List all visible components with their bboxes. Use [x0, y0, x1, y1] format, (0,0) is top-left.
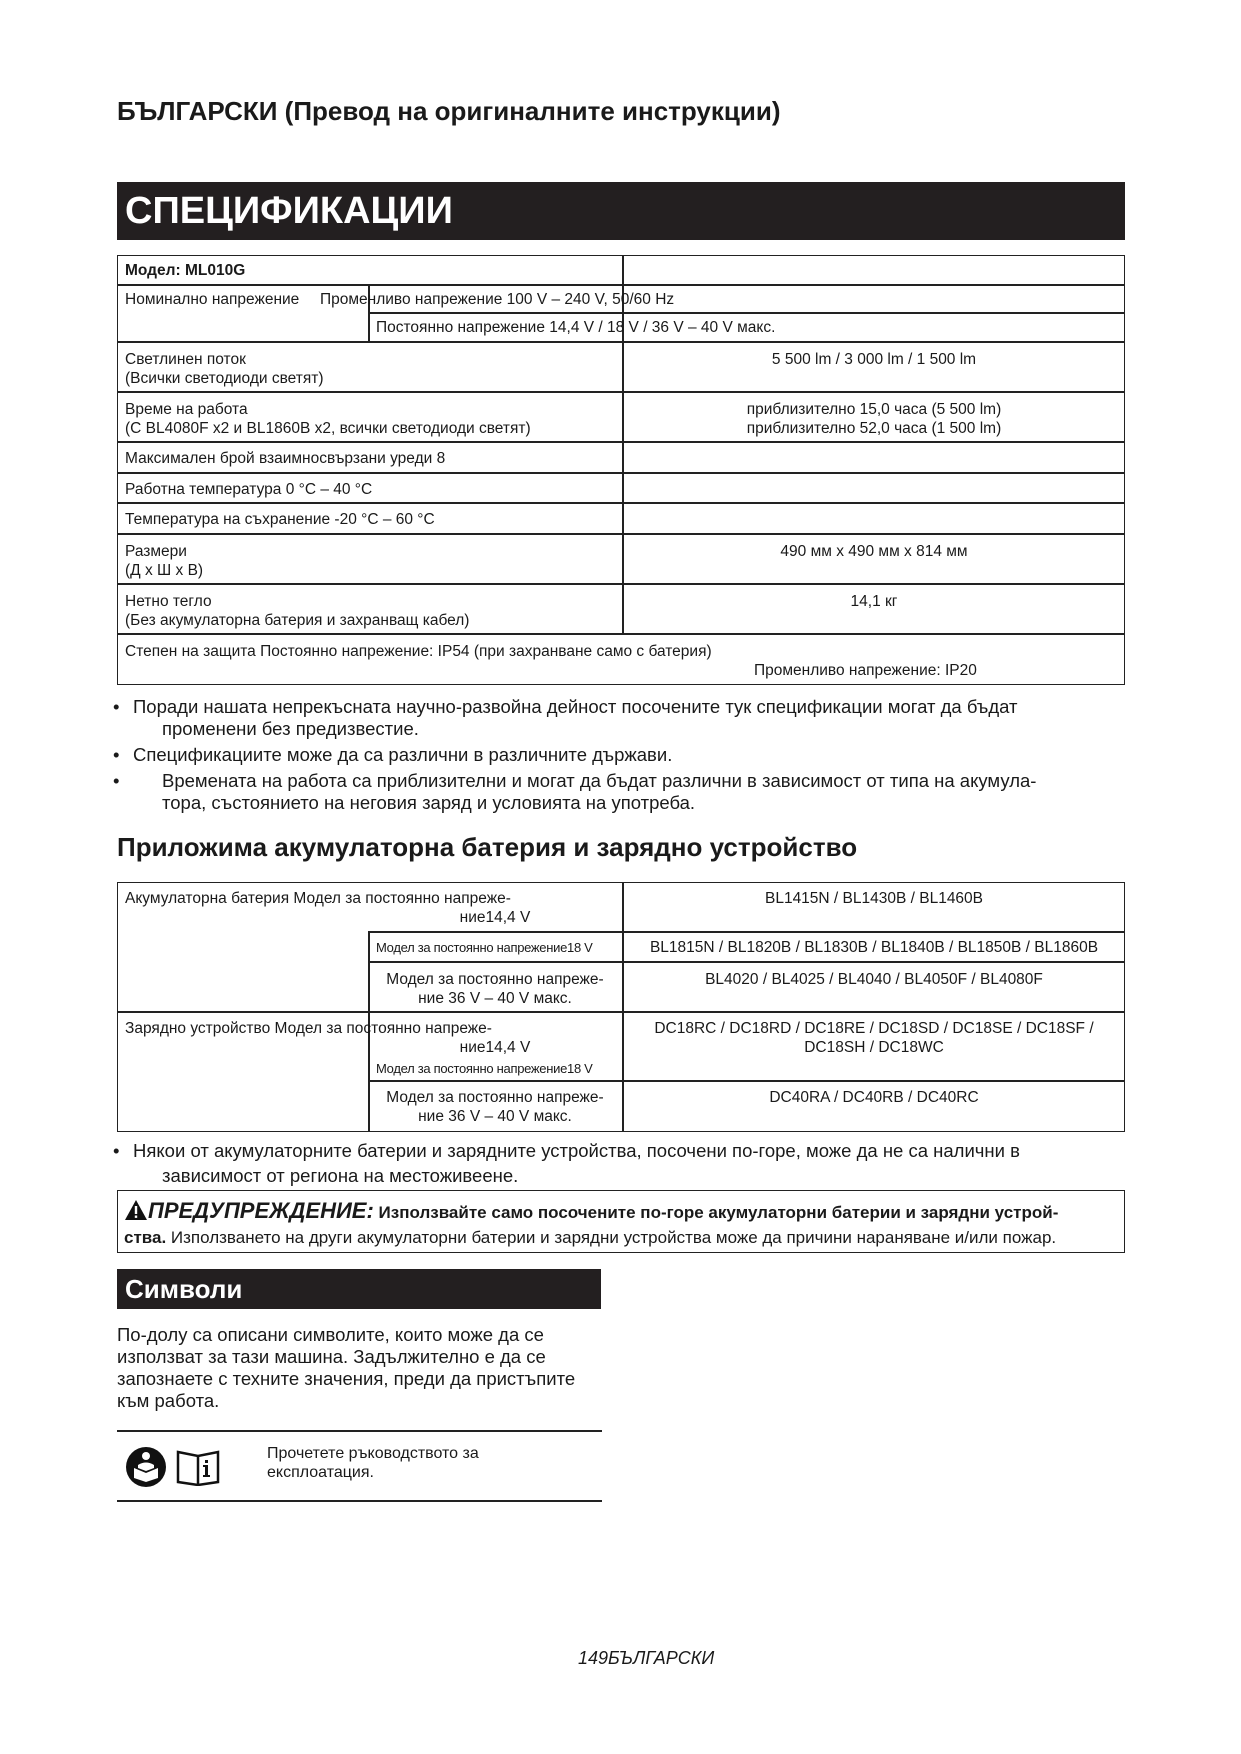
- bullet: •: [113, 1140, 120, 1161]
- runtime-value-2: приблизително 52,0 часа (1 500 lm): [746, 420, 1002, 437]
- note-3: Времената на работа са приблизителни и могат да бъдат различни в зависимост от типа на акумула-: [162, 770, 1037, 791]
- charger-18v-value-cont: DC18SH / DC18WC: [804, 1039, 944, 1056]
- read-manual-text-cont: експлоатация.: [267, 1464, 374, 1481]
- note-3-cont: тора, състоянието на неговия заряд и условията на употреба.: [162, 792, 696, 813]
- dc-voltage-label: Постоянно напрежение 14,4 V / 18 V / 36 V – 40 V макс.: [376, 319, 776, 336]
- symbols-heading: Символи: [117, 1269, 601, 1309]
- weight-sublabel: (Без акумулаторна батерия и захранващ кабел): [125, 612, 470, 629]
- warning-box: [117, 1190, 1125, 1253]
- symbols-intro: [117, 1324, 607, 1412]
- charger-36v-label: Модел за постоянно напреже-: [386, 1089, 604, 1106]
- battery-14v-label: ние14,4 V: [459, 909, 531, 926]
- specifications-table: [117, 255, 1125, 685]
- warning-bold-text: Използвайте само посочените по-горе акумулаторни батерии и зарядни устрой-: [378, 1203, 1059, 1222]
- specifications-heading: СПЕЦИФИКАЦИИ: [117, 182, 1125, 240]
- ac-voltage-label: Променливо напрежение 100 V – 240 V, 50/60 Hz: [320, 291, 675, 308]
- protection-ac: Променливо напрежение: IP20: [754, 662, 977, 679]
- weight-label: Нетно тегло: [125, 593, 212, 610]
- symbols-intro-3: запознаете с техните значения, преди да пристъпите: [117, 1368, 576, 1389]
- dimensions-sublabel: (Д x Ш x В): [125, 562, 204, 579]
- applicable-note-1: Някои от акумулаторните батерии и зарядните устройства, посочени по-горе, може да не са налични в: [133, 1140, 1020, 1161]
- warning-bold-text-cont: ства.: [124, 1228, 167, 1247]
- note-1-cont: променени без предизвестие.: [162, 718, 419, 739]
- luminous-flux-sublabel: (Всички светодиоди светят): [125, 370, 324, 387]
- applicable-table: [117, 882, 1125, 1132]
- info-book-icon: [175, 1448, 221, 1491]
- battery-18v-value: BL1815N / BL1820B / BL1830B / BL1840B / BL1850B / BL1860B: [649, 939, 1099, 956]
- bullet: •: [113, 744, 120, 765]
- note-2: Спецификациите може да са различни в различните държави.: [133, 744, 673, 765]
- bullet: •: [113, 696, 120, 717]
- warning-text: Използването на други акумулаторни батерии и зарядни устройства може да причини нараняване и/или пожар.: [170, 1228, 1057, 1247]
- charger-14v-label: ние14,4 V: [459, 1039, 531, 1056]
- max-devices: Максимален брой взаимносвързани уреди 8: [125, 450, 446, 467]
- battery-label: Акумулаторна батерия Модел за постоянно напреже-: [125, 890, 511, 907]
- battery-36v-value: BL4020 / BL4025 / BL4040 / BL4050F / BL4080F: [705, 971, 1043, 988]
- luminous-flux-value: 5 500 lm / 3 000 lm / 1 500 lm: [771, 351, 977, 368]
- runtime-label: Време на работа: [125, 401, 248, 418]
- symbols-row: [117, 1430, 602, 1500]
- charger-36v-sublabel: ние 36 V – 40 V макс.: [418, 1108, 572, 1125]
- charger-label: Зарядно устройство Модел за постоянно напреже-: [125, 1020, 492, 1037]
- page-language-title: БЪЛГАРСКИ (Превод на оригиналните инструкции): [117, 96, 781, 126]
- runtime-value-1: приблизително 15,0 часа (5 500 lm): [746, 401, 1002, 418]
- applicable-note-2: зависимост от региона на местоживеене.: [162, 1165, 519, 1186]
- charger-18v-value: DC18RC / DC18RD / DC18RE / DC18SD / DC18SE / DC18SF /: [654, 1020, 1094, 1037]
- dimensions-value: 490 мм x 490 мм x 814 мм: [780, 543, 968, 560]
- runtime-sublabel: (С BL4080F x2 и BL1860B x2, всички светодиоди светят): [125, 420, 531, 437]
- work-temperature: Работна температура 0 °C – 40 °C: [125, 481, 373, 498]
- luminous-flux-label: Светлинен поток: [125, 351, 246, 368]
- symbols-intro-1: По-долу са описани символите, които може да се: [117, 1324, 544, 1345]
- battery-36v-sublabel: ние 36 V – 40 V макс.: [418, 990, 572, 1007]
- applicable-heading: Приложима акумулаторна батерия и зарядно устройство: [117, 832, 858, 862]
- charger-36v-value: DC40RA / DC40RB / DC40RC: [769, 1089, 979, 1106]
- rated-voltage-label: Номинално напрежение: [125, 291, 300, 308]
- warning-title: ПРЕДУПРЕЖДЕНИЕ:: [148, 1198, 374, 1223]
- battery-14v-value: BL1415N / BL1430B / BL1460B: [764, 890, 984, 907]
- protection-label: Степен на защита Постоянно напрежение: IP54 (при захранване само с батерия): [125, 643, 712, 660]
- warning-triangle-icon: [124, 1199, 148, 1228]
- charger-18v-label: Модел за постоянно напрежение18 V: [376, 1061, 593, 1076]
- bullet: •: [113, 770, 120, 791]
- read-manual-icon: [125, 1446, 167, 1493]
- battery-36v-label: Модел за постоянно напреже-: [386, 971, 604, 988]
- battery-18v-label: Модел за постоянно напрежение18 V: [376, 940, 593, 955]
- storage-temperature: Температура на съхранение -20 °C – 60 °C: [125, 511, 435, 528]
- note-1: Поради нашата непрекъсната научно-развойна дейност посочените тук спецификации могат да бъдат: [133, 696, 1018, 717]
- weight-value: 14,1 кг: [850, 593, 898, 610]
- symbols-intro-2: използват за тази машина. Задължително е да се: [117, 1346, 546, 1367]
- model-label: Модел: ML010G: [125, 262, 246, 279]
- read-manual-text: Прочетете ръководството за: [267, 1445, 479, 1462]
- symbols-intro-4: към работа.: [117, 1390, 220, 1411]
- page-footer: 149БЪЛГАРСКИ: [578, 1648, 715, 1668]
- dimensions-label: Размери: [125, 543, 187, 560]
